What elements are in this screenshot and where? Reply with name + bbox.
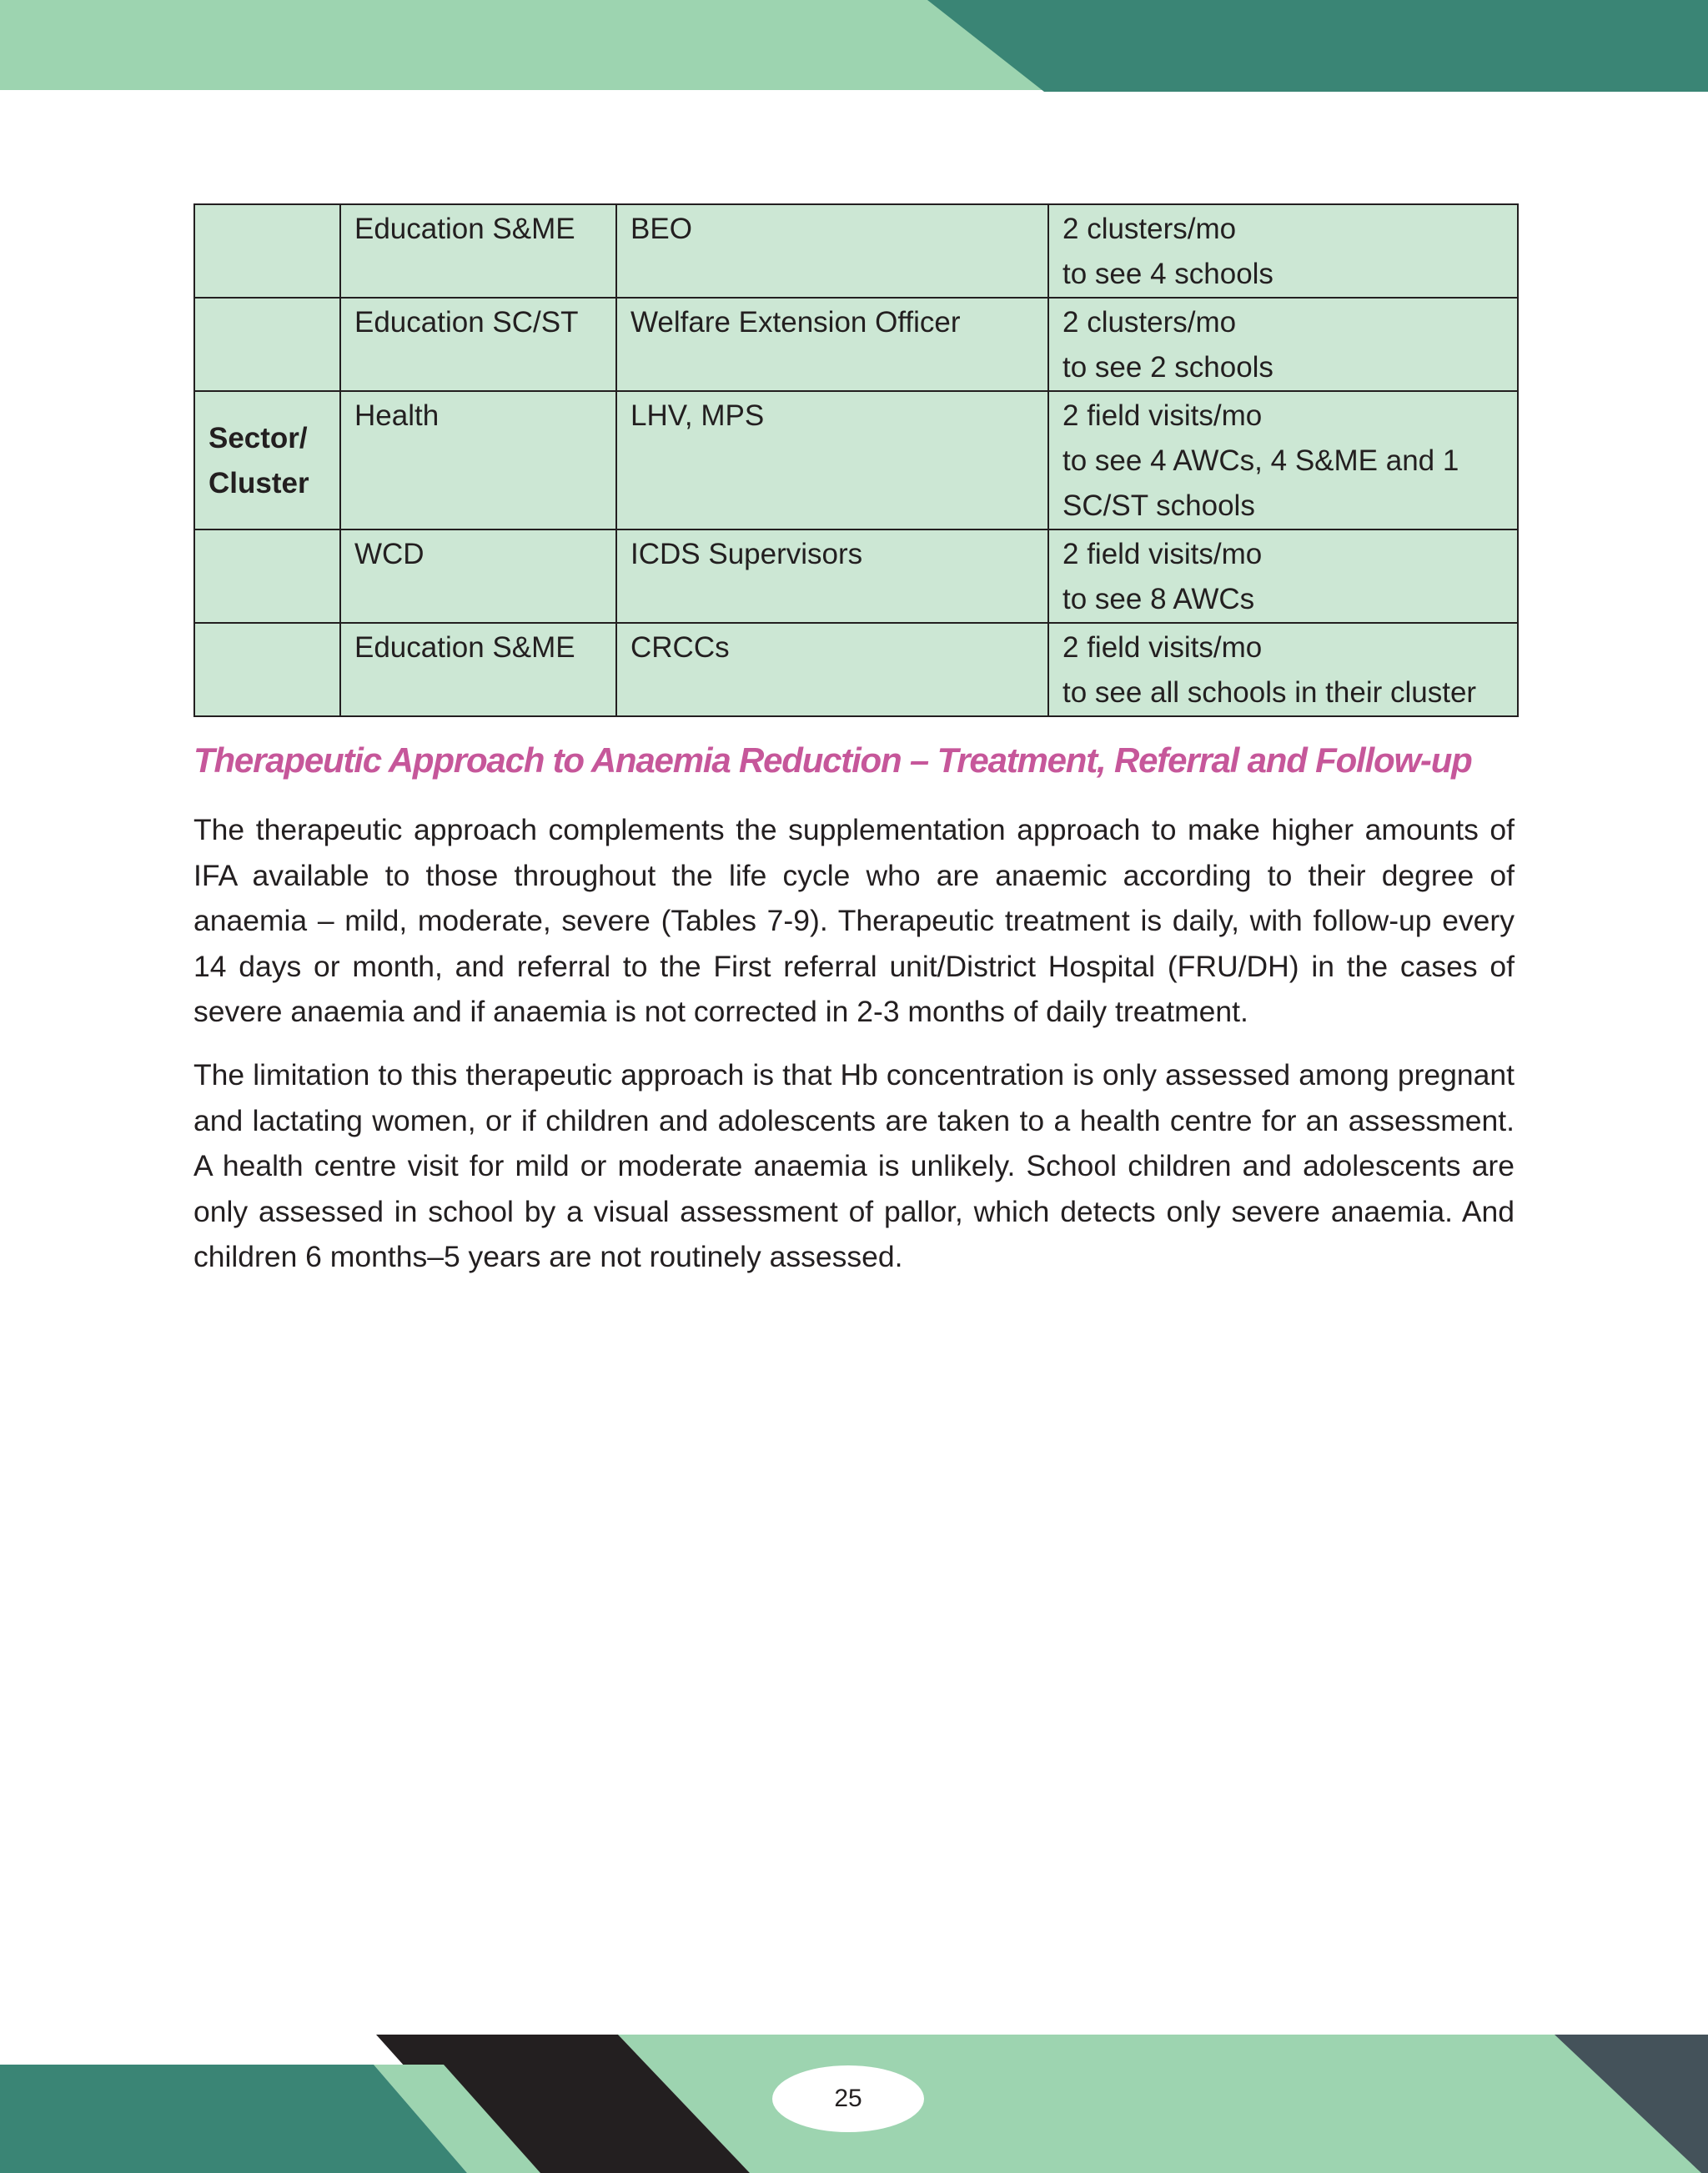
level-cell xyxy=(194,204,340,298)
page-number: 25 xyxy=(772,2065,924,2132)
official-cell: ICDS Supervisors xyxy=(616,529,1048,623)
frequency-cell: 2 field visits/mo to see 8 AWCs xyxy=(1048,529,1518,623)
department-cell: Education S&ME xyxy=(340,623,616,716)
department-cell: WCD xyxy=(340,529,616,623)
body-paragraph: The therapeutic approach complements the supplementation approach to make higher amounts of IFA available to those throughout the life cycle who are anaemic according to their degree of anaemia – mild, moderate, severe (Tables 7-9). Therapeutic treatment is daily, with follow-up every 14 days or month, and referral to the First referral unit/District Hospital (FRU/DH) in the cases of severe anaemia and if anaemia is not corrected in 2-3 months of daily treatment. xyxy=(193,813,1515,1028)
table-row xyxy=(194,623,1518,716)
section-heading: Therapeutic Approach to Anaemia Reduction – Treatment, Referral and Follow-up xyxy=(193,740,1472,780)
table-row xyxy=(194,204,1518,298)
table-row xyxy=(194,298,1518,391)
frequency-cell: 2 clusters/mo to see 4 schools xyxy=(1048,204,1518,298)
official-cell: CRCCs xyxy=(616,623,1048,716)
frequency-cell: 2 field visits/mo to see all schools in their cluster xyxy=(1048,623,1518,716)
level-cell xyxy=(194,623,340,716)
frequency-cell: 2 clusters/mo to see 2 schools xyxy=(1048,298,1518,391)
official-cell: LHV, MPS xyxy=(616,391,1048,529)
level-cell xyxy=(194,298,340,391)
level-cell: Sector/ Cluster xyxy=(194,391,340,529)
frequency-cell: 2 field visits/mo to see 4 AWCs, 4 S&ME and 1 SC/ST schools xyxy=(1048,391,1518,529)
body-paragraph: The limitation to this therapeutic approach is that Hb concentration is only assessed among pregnant and lactating women, or if children and adolescents are taken to a health centre for an assessment. A health centre visit for mild or moderate anaemia is unlikely. School children and adolescents are only assessed in school by a visual assessment of pallor, which detects only severe anaemia. And children 6 months–5 years are not routinely assessed. xyxy=(193,1058,1515,1273)
department-cell: Health xyxy=(340,391,616,529)
table-row xyxy=(194,391,1518,529)
level-cell xyxy=(194,529,340,623)
monitoring-table xyxy=(193,203,1519,717)
department-cell: Education SC/ST xyxy=(340,298,616,391)
table-row xyxy=(194,529,1518,623)
official-cell: Welfare Extension Officer xyxy=(616,298,1048,391)
top-band-dark xyxy=(927,0,1708,92)
top-decorative-band xyxy=(0,0,1708,92)
official-cell: BEO xyxy=(616,204,1048,298)
department-cell: Education S&ME xyxy=(340,204,616,298)
